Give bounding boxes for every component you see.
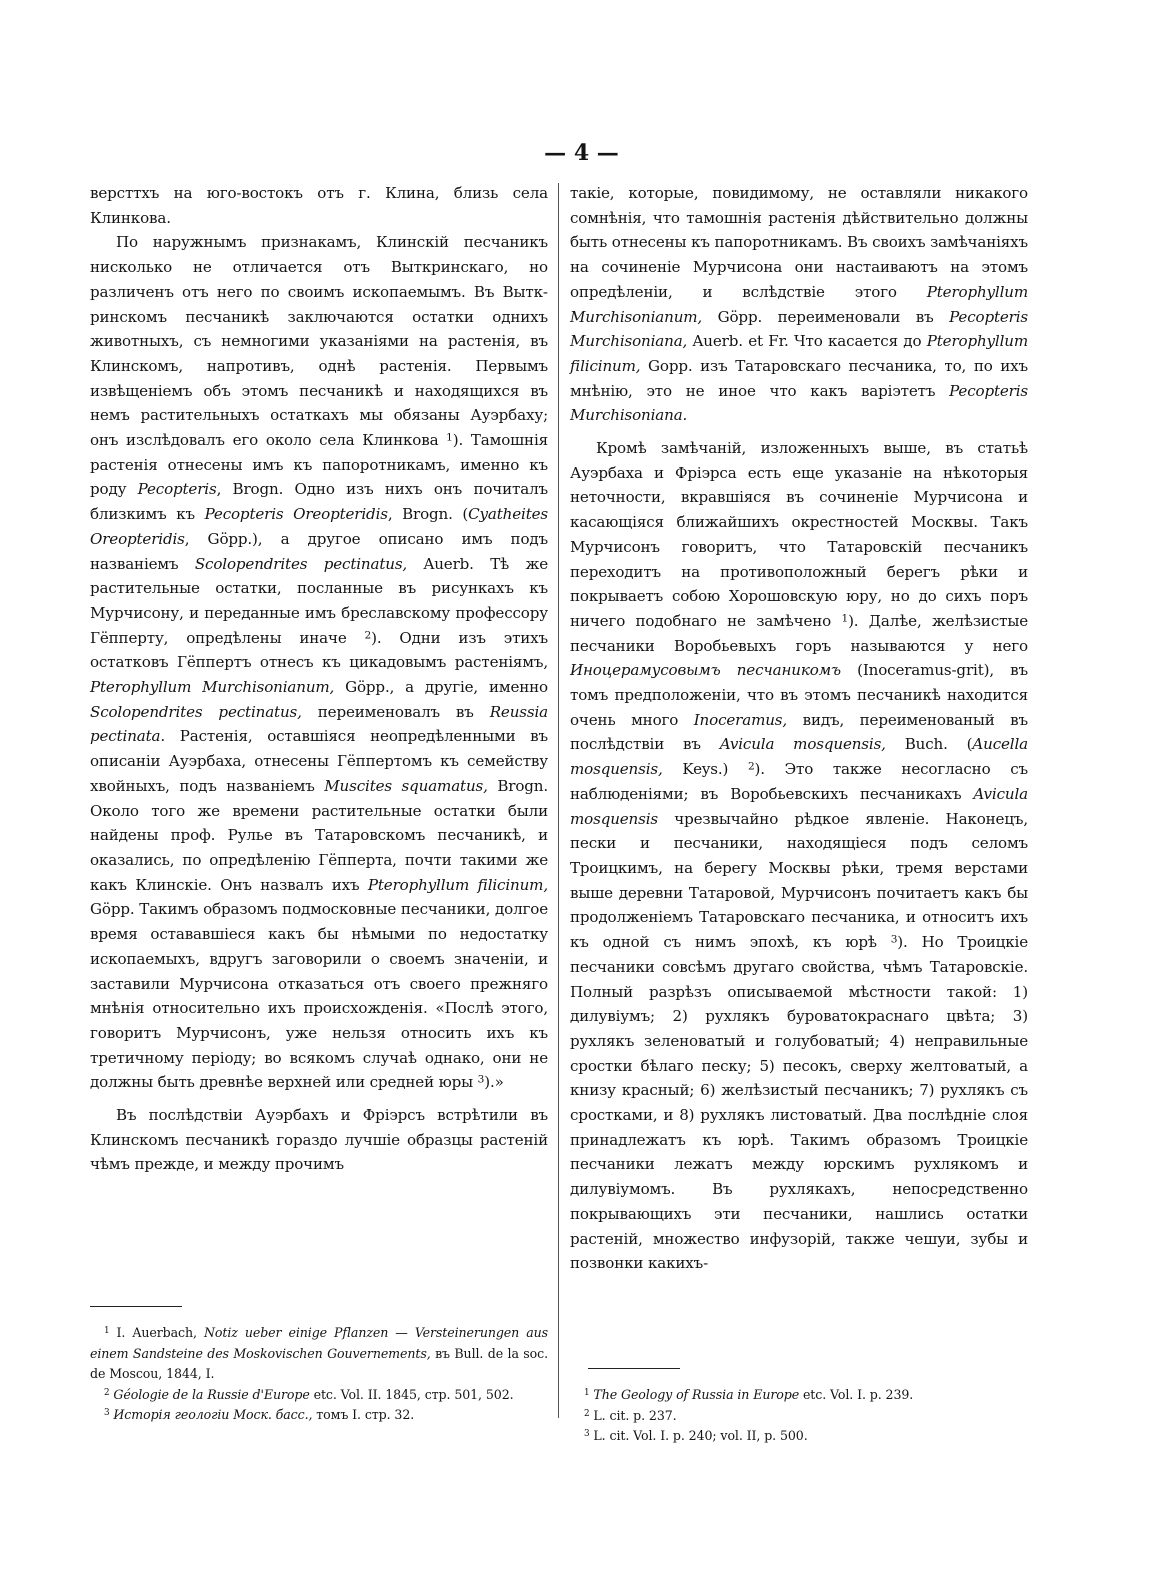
term-name: Иноцерамусовымъ песчаникомъ (570, 661, 841, 680)
taxon-name: Pecopteris (137, 480, 217, 499)
text-run: ). Но Троицкіе песчаники совсѣмъ другаго свойства, чѣмъ Татаровскіе. Полный разрѣзъ описываемой мѣстности такой: 1) дилувіумъ; 2) рухлякъ буроватокраснаго цвѣта; 3) рухлякъ зеленоватый и голубоватый; 4) неправильные сростки бѣлаго песку; 5) песокъ, сверху желтоватый, а книзу красный; 6) желѣзистый песчаникъ; 7) рухлякъ съ сростками, и 8) рухлякъ листоватый. Два послѣдніе слоя принадлежатъ къ юрѣ. Такимъ образомъ Троицкіе песчаники лежатъ между юрскимъ рухлякомъ и дилувіумомъ. Въ рухлякахъ, непосредственно покрывающихъ эти песчаники, нашлись остатки растеній, множество инфузорій, также чешуи, зубы и позвонки какихъ- (570, 933, 1028, 1273)
footnote (90, 1323, 548, 1385)
text-run: Auerb. Тѣ же растительные остатки, посланные въ рисункахъ къ Мурчисону, и переданные имъ бреславскому профессору Гёпперту, опредѣлены иначе (90, 554, 548, 647)
footnote-mark: 2 (584, 1408, 590, 1419)
footnote-rule-left (90, 1306, 182, 1307)
right-column (570, 181, 1028, 1276)
text-run: Gopp. изъ Татаровскаго песчаника, то, по ихъ мнѣнію, это не иное что какъ варіэтетъ (570, 356, 1028, 400)
taxon-name: Pterophyllum filicinum, (570, 332, 1028, 375)
footnote (570, 1406, 1028, 1427)
taxon-name: Avicula mosquensis (570, 784, 1028, 828)
text-run: Растенія, оставшіяся неопредѣленными въ описаніи Ауэрбаха, отнесены Гёппертомъ къ семейству хвойныхъ, подъ названіемъ (90, 727, 548, 795)
text-run: Göpp., а другіе, именно (334, 678, 548, 697)
paragraph: Въ послѣдствіи Ауэрбахъ и Фріэрсъ встрѣтили въ Клинскомъ песчаникѣ гораздо лучшіе образцы растеній чѣмъ прежде, и между прочимъ (90, 1106, 548, 1174)
text-run: Göpp. Такимъ образомъ подмосковные песчаники, долгое время остававшіеся какъ бы нѣмыми по недостатку ископаемыхъ, вдругъ заговорили о своемъ значеніи, и заставили Мурчисона отказаться отъ своего прежняго мнѣнія относительно ихъ происхожденія. «Послѣ этого, говоритъ Мурчисонъ, уже нельзя относить ихъ къ третичному періоду; во всякомъ случаѣ однако, они не должны быть древнѣе верхней или средней юры (90, 900, 548, 1092)
left-column (90, 181, 548, 1177)
footnote-text: I. Auerbach, (109, 1325, 204, 1340)
paragraph (570, 436, 1028, 1276)
footnote-title: Géologie de la Russie d'Europe (113, 1386, 310, 1402)
taxon-name: Pterophyllum Murchisonianum, (90, 678, 335, 697)
text-run: чрезвычайно рѣдкое явленіе. Наконецъ, пески и песчаники, находящіеся подъ селомъ Троицкимъ, на берегу Москвы рѣки, тремя верстами выше деревни Татаровой, Мурчисонъ почитаетъ какъ бы продолженіемъ Татаровскаго песчаника, и относитъ ихъ къ одной съ нимъ эпохѣ, къ юрѣ (570, 809, 1028, 952)
text-run: Кромѣ замѣчаній, изложенныхъ выше, въ статьѣ Ауэрбаха и Фріэрса есть еще указаніе на нѣкоторыя неточности, вкравшіяся въ сочиненіе Мурчисона и касающіяся ближайшихъ окрестностей Москвы. Такъ Мурчисонъ говоритъ, что Татаровскій песчаникъ переходитъ на противоположный берегъ рѣки и покрываетъ собою Хорошовскую юру, но до сихъ поръ ничего подобнаго не замѣчено (570, 439, 1028, 630)
text-run: Göpp. переименовали въ (702, 307, 950, 326)
footnote-text: въ Bull. de la soc. de Moscou, 1844, I. (90, 1345, 548, 1381)
footnote-mark: 2 (104, 1387, 110, 1398)
taxon-name: Reussia pectinata. (90, 702, 549, 746)
footnote (570, 1426, 1028, 1447)
column-divider (558, 183, 559, 1418)
text-run: видъ, переименованый въ послѣдствіи въ (570, 710, 1028, 754)
footnote (90, 1385, 548, 1406)
paragraph (570, 181, 1028, 428)
text-run: ). Одни изъ этихъ остатковъ Гёппертъ отнесъ къ цикадовымъ растеніямъ, (90, 628, 548, 672)
footnote-rule-right (588, 1368, 680, 1369)
taxon-name: Inoceramus, (693, 710, 788, 729)
taxon-name: Pecopteris Oreopteridis (204, 505, 388, 524)
text-run: ). Это также несогласно съ наблюденіями; въ Воробьевскихъ песчаникахъ (570, 760, 1028, 803)
text-run: ). Далѣе, желѣзистые песчаники Воробьевыхъ горъ называются у него (570, 611, 1028, 655)
paragraph (90, 230, 548, 1095)
text-run: По наружнымъ признакамъ, Клинскій песчаникъ нисколько не отличается отъ Выткринскаго, но различенъ отъ него по своимъ ископаемымъ. Въ Выткринскомъ песчаникѣ заключаются остатки однихъ животныхъ, съ немногими указаніями на растенія, въ Клинскомъ, напротивъ, однѣ растенія. Первымъ извѣщеніемъ объ этомъ песчаникѣ и находящихся въ немъ растительныхъ остаткахъ мы обязаны Ауэрбаху; онъ изслѣдовалъ его около села Клинкова (90, 233, 548, 450)
footnote-ref: 2 (364, 628, 372, 641)
text-run: Brogn. Около того же времени растительные остатки были найдены проф. Рулье въ Татаровскомъ песчаникѣ, и оказались, по опредѣленію Гёпперта, почти такими же какъ Клинскіе. Онъ назвалъ ихъ (90, 776, 548, 894)
taxon-name: Scolopendrites pectinatus, (90, 702, 302, 721)
taxon-name: Pecopteris Murchisoniana, (570, 307, 1028, 351)
footnote-ref: 3 (890, 933, 898, 946)
footnote (570, 1385, 1028, 1406)
footnote-ref: 1 (446, 431, 453, 444)
text-run: , Brogn. ( (387, 505, 469, 524)
text-run: Buch. ( (885, 735, 973, 754)
paragraph: версттхъ на юго-востокъ отъ г. Клина, близь села Клинкова. (90, 184, 548, 227)
text-run: ). Тамошнія растенія отнесены имъ къ папоротникамъ, именно къ роду (90, 431, 548, 499)
taxon-name: Pterophyllum filicinum, (367, 875, 548, 894)
footnote-title: Notiz ueber einige Pflanzen — Versteinerungen aus einem Sandsteine des Moskovischen Gouvernements, (90, 1325, 548, 1361)
text-run: (Inoceramus-grit), въ томъ предположеніи, что въ этомъ песчаникѣ находится очень много (570, 661, 1028, 729)
text-run: переименовалъ въ (301, 702, 490, 721)
footnotes-left (90, 1323, 548, 1426)
footnote-mark: 3 (104, 1408, 110, 1419)
text-run: Auerb. et Fr. Что касается до (687, 332, 927, 351)
taxon-name: Cyatheites Oreopteridis (90, 505, 549, 548)
taxon-name: Scolopendrites pectinatus, (194, 554, 408, 573)
footnote-text: etc. Vol. I. p. 239. (799, 1387, 914, 1402)
text-run: Keys.) (662, 760, 748, 779)
footnote-ref: 2 (747, 760, 755, 773)
taxon-name: Avicula mosquensis, (719, 735, 886, 754)
footnote (90, 1405, 548, 1426)
taxon-name: Pecopteris Murchisoniana. (570, 381, 1028, 425)
taxon-name: Aucella mosquensis, (570, 735, 1028, 779)
footnote-mark: 1 (104, 1326, 110, 1337)
footnote-ref: 3 (477, 1073, 485, 1086)
footnote-mark: 3 (584, 1429, 590, 1440)
footnote-mark: 1 (584, 1388, 590, 1399)
footnote-title: The Geology of Russia in Europe (593, 1387, 800, 1402)
text-run: ).» (484, 1073, 504, 1092)
page-number: — 4 — (544, 140, 619, 166)
footnote-text: L. cit. p. 237. (589, 1407, 677, 1423)
taxon-name: Pterophyllum Murchisonianum, (570, 282, 1028, 326)
taxon-name: Muscites squamatus, (324, 776, 488, 795)
footnote-title: Исторія геологіи Моск. басс., (113, 1407, 313, 1422)
text-run: такіе, которые, повидимому, не оставляли никакого сомнѣнія, что тамошнія растенія дѣйствительно должны быть отнесены къ папоротникамъ. Въ своихъ замѣчаніяхъ на сочиненіе Мурчисона они настаиваютъ на этомъ опредѣленіи, и вслѣдствіе этого (570, 184, 1028, 301)
footnote-text: etc. Vol. II. 1845, стр. 501, 502. (309, 1386, 514, 1402)
text-run: , Brogn. Одно изъ нихъ онъ почиталъ близкимъ къ (90, 480, 548, 524)
footnotes-right (570, 1385, 1028, 1447)
footnote-text: L. cit. Vol. I. p. 240; vol. II, p. 500. (589, 1428, 808, 1443)
text-run: , Göpp.), а другое описано имъ подъ названіемъ (90, 529, 548, 573)
footnote-ref: 1 (841, 612, 849, 625)
footnote-text: томъ I. стр. 32. (312, 1407, 415, 1422)
